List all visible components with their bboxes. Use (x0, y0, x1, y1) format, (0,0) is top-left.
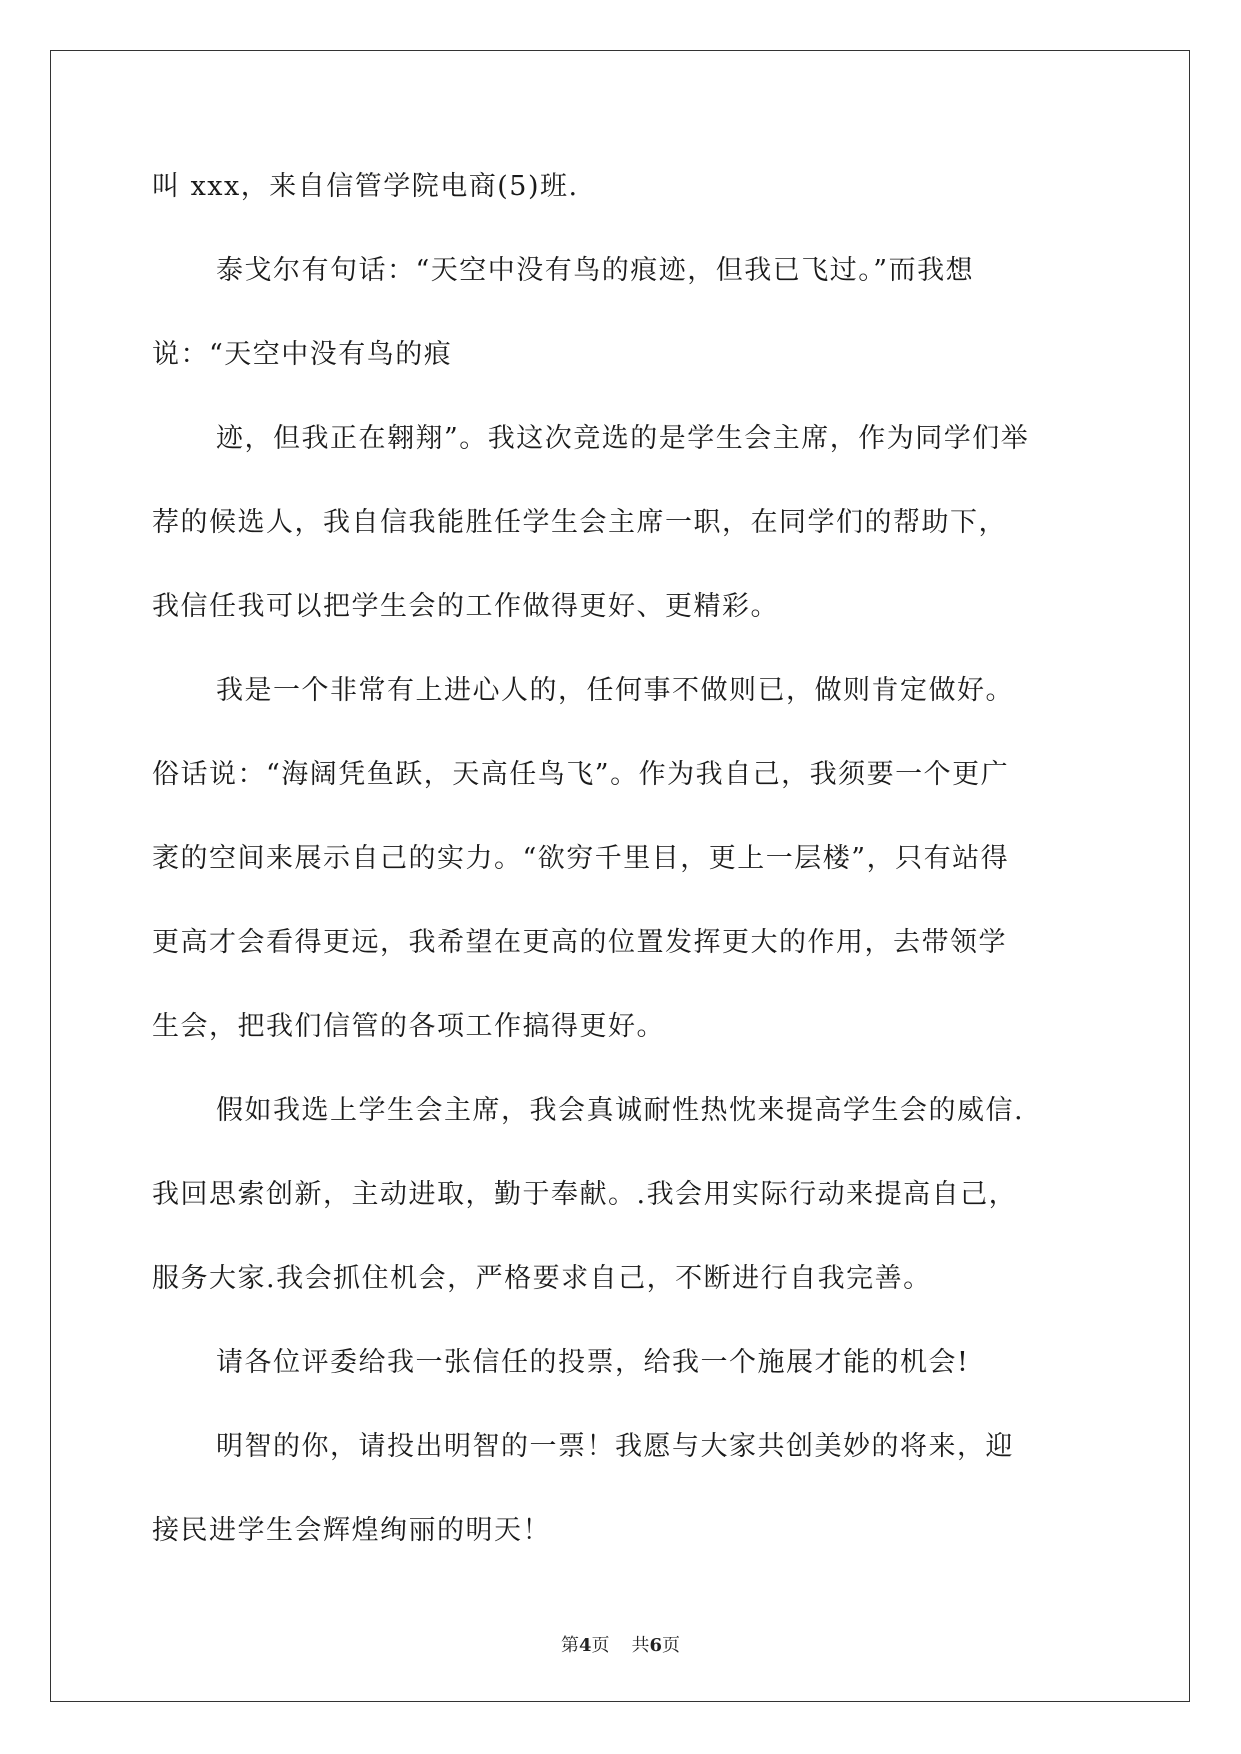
total-prefix: 共 (631, 1635, 650, 1656)
text-line: 更高才会看得更远，我希望在更高的位置发挥更大的作用，去带领学 (152, 927, 1007, 958)
text-line: 说：“天空中没有鸟的痕 (152, 339, 453, 370)
current-page-number: 4 (578, 1635, 592, 1656)
text-line: 荐的候选人，我自信我能胜任学生会主席一职，在同学们的帮助下， (152, 507, 1007, 538)
text-line: 我信任我可以把学生会的工作做得更好、更精彩。 (152, 591, 779, 622)
text-line: 俗话说：“海阔凭鱼跃，天高任鸟飞”。作为我自己，我须要一个更广 (152, 759, 1010, 790)
total-page-number: 6 (649, 1635, 663, 1656)
page-prefix: 第 (560, 1635, 579, 1656)
text-line: 叫 xxx，来自信管学院电商(5)班. (152, 171, 579, 202)
text-line: 迹，但我正在翱翔”。我这次竞选的是学生会主席，作为同学们举 (216, 423, 1030, 454)
page-footer (0, 1631, 1241, 1657)
text-line: 泰戈尔有句话：“天空中没有鸟的痕迹，但我已飞过。”而我想 (216, 255, 975, 286)
text-line: 服务大家.我会抓住机会，严格要求自己，不断进行自我完善。 (152, 1263, 932, 1294)
text-line: 我是一个非常有上进心人的，任何事不做则已，做则肯定做好。 (216, 675, 1014, 706)
document-body (152, 162, 1092, 1590)
text-line: 接民进学生会辉煌绚丽的明天！ (152, 1515, 551, 1546)
text-line: 假如我选上学生会主席，我会真诚耐性热忱来提高学生会的威信. (216, 1095, 1025, 1126)
total-suffix: 页 (662, 1635, 681, 1656)
text-line: 我回思索创新，主动进取，勤于奉献。.我会用实际行动来提高自己， (152, 1179, 1018, 1210)
text-line: 袤的空间来展示自己的实力。“欲穷千里目，更上一层楼”，只有站得 (152, 843, 1010, 874)
text-line: 明智的你，请投出明智的一票！我愿与大家共创美妙的将来，迎 (216, 1431, 1014, 1462)
text-line: 生会，把我们信管的各项工作搞得更好。 (152, 1011, 665, 1042)
text-line: 请各位评委给我一张信任的投票，给我一个施展才能的机会! (216, 1347, 970, 1378)
page-suffix: 页 (591, 1635, 610, 1656)
